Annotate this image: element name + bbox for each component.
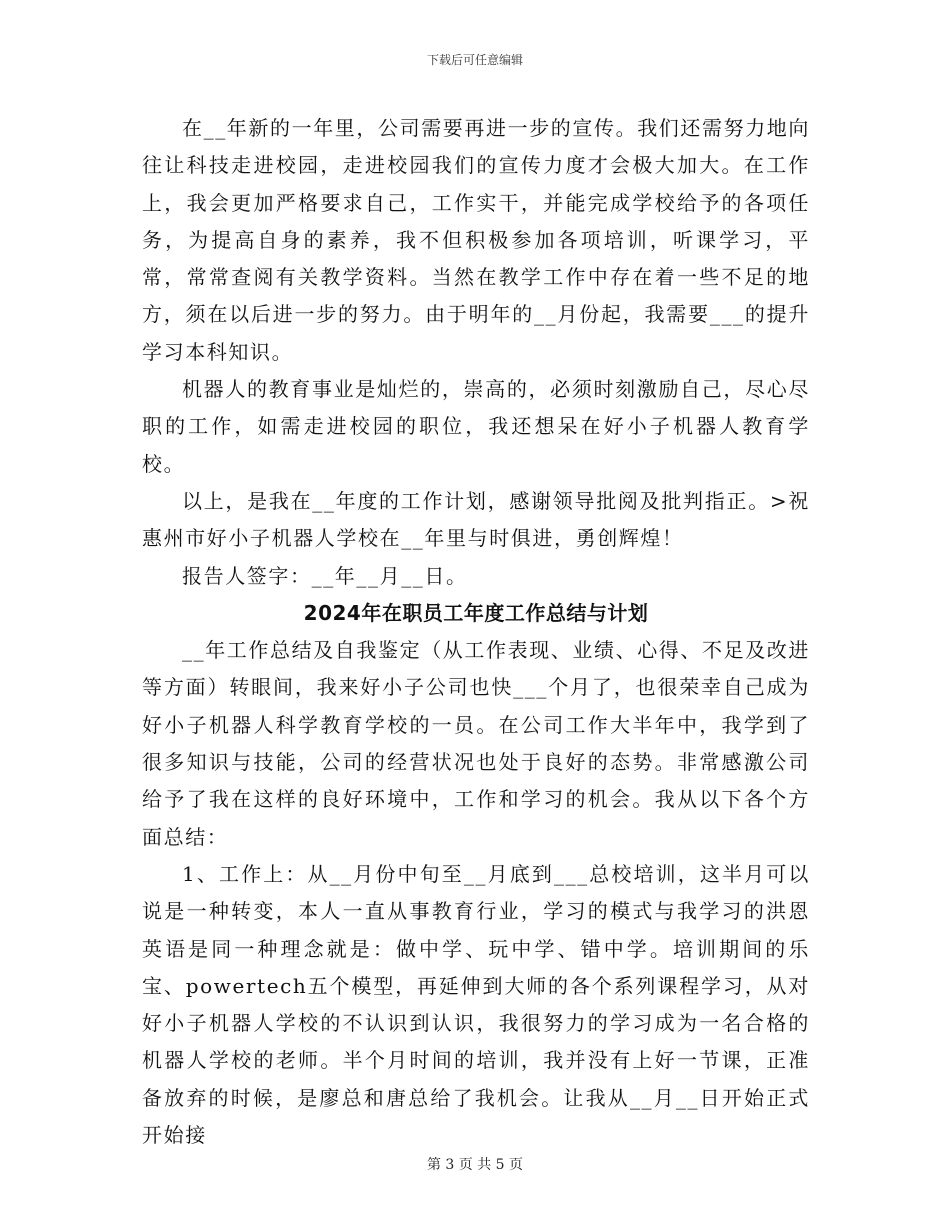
- paragraph-work-item-1: 1、工作上：从__月份中旬至__月底到___总校培训，这半月可以说是一种转变，本人一直从事教育行业，学习的模式与我学习的洪恩英语是同一种理念就是：做中学、玩中学、错中学。培训期间的乐宝、powertech五个模型，再延伸到大师的各个系列课程学习，从对好小子机器人学校的不认识到认识，我很努力的学习成为一名合格的机器人学校的老师。半个月时间的培训，我并没有上好一节课，正准备放弃的时候，是廖总和唐总给了我机会。让我从__月__日开始正式开始接: [142, 861, 810, 1148]
- page-number: 第 3 页 共 5 页: [426, 1157, 524, 1173]
- paragraph-plan-intro: 在__年新的一年里，公司需要再进一步的宣传。我们还需努力地向往让科技走进校园，走进校园我们的宣传力度才会极大加大。在工作上，我会更加严格要求自己，工作实干，并能完成学校给予的各项任务，为提高自身的素养，我不但积极参加各项培训，听课学习，平常，常常查阅有关教学资料。当然在教学工作中存在着一些不足的地方，须在以后进一步的努力。由于明年的__月份起，我需要___的提升学习本科知识。: [142, 116, 810, 364]
- page-header: 下载后可任意编辑: [426, 53, 523, 67]
- paragraph-robot-education: 机器人的教育事业是灿烂的，崇高的，必须时刻激励自己，尽心尽职的工作，如需走进校园的职位，我还想呆在好小子机器人教育学校。: [142, 377, 810, 476]
- paragraph-signature: 报告人签字：__年__月__日。: [182, 563, 468, 588]
- section-title: 2024年在职员工年度工作总结与计划: [303, 600, 649, 625]
- paragraph-closing-wishes: 以上，是我在__年度的工作计划，感谢领导批阅及批判指正。>祝惠州市好小子机器人学校在__年里与时俱进，勇创辉煌！: [142, 488, 810, 551]
- document-body: [142, 110, 810, 1154]
- paragraph-summary-intro: __年工作总结及自我鉴定（从工作表现、业绩、心得、不足及改进等方面）转眼间，我来好小子公司也快___个月了，也很荣幸自己成为好小子机器人科学教育学校的一员。在公司工作大半年中，我学到了很多知识与技能，公司的经营状况也处于良好的态势。非常感激公司给予了我在这样的良好环境中，工作和学习的机会。我从以下各个方面总结：: [142, 638, 810, 849]
